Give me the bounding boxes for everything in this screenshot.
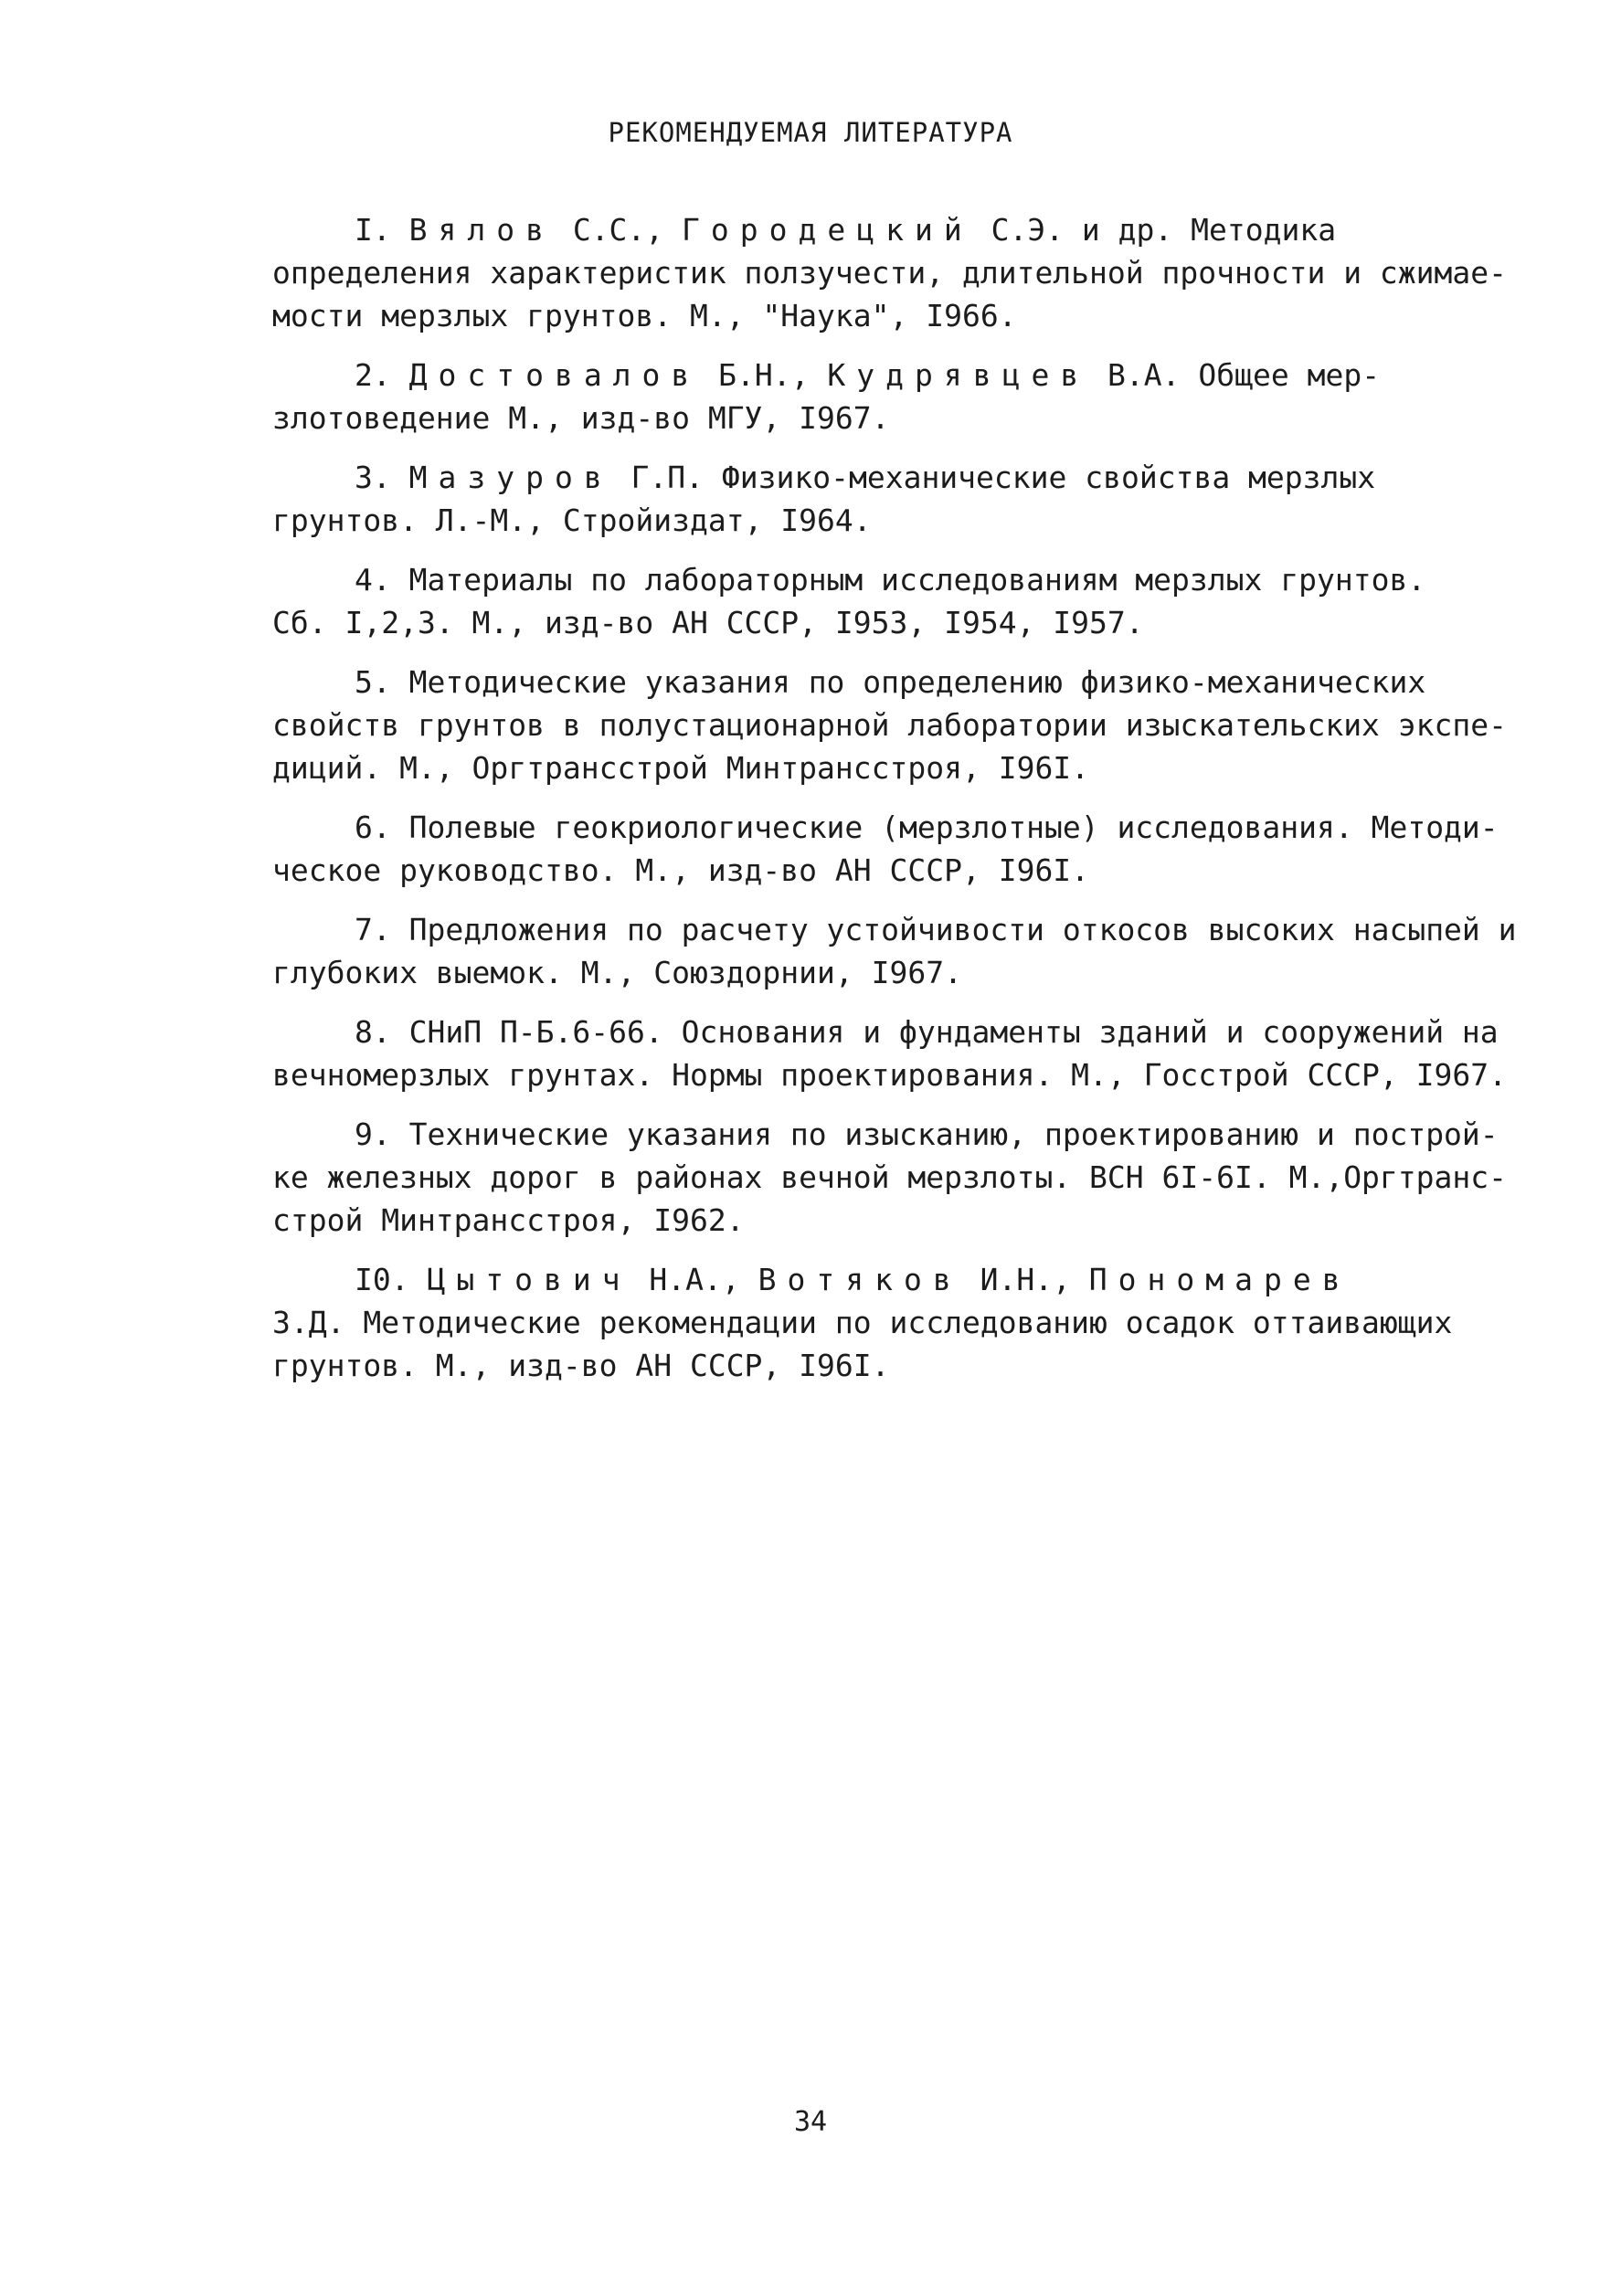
reference-text: Сб. I,2,3. М., изд-во АН СССР, I953, I954, I957.	[272, 605, 1144, 640]
author-name-spaced: Пономарев	[1088, 1262, 1351, 1297]
reference-item	[272, 354, 1488, 439]
reference-text: С.Э. и др. Методика	[972, 212, 1337, 248]
reference-text: И.Н.,	[961, 1262, 1089, 1297]
reference-line	[272, 456, 1488, 499]
reference-list	[272, 208, 1517, 1403]
reference-text: Б.Н.,	[700, 357, 828, 393]
reference-line	[272, 1258, 1488, 1301]
reference-text: 4. Материалы по лабораторным исследованиям мерзлых грунтов.	[355, 562, 1426, 598]
reference-text: Н.А.,	[630, 1262, 758, 1297]
author-name-spaced: Городецкий	[682, 212, 973, 248]
reference-text: определения характеристик ползучести, длительной прочности и сжимае-	[272, 255, 1508, 291]
reference-text: строй Минтрансстроя, I962.	[272, 1202, 745, 1238]
reference-item	[272, 456, 1488, 542]
reference-text: грунтов. Л.-М., Стройиздат, I964.	[272, 503, 872, 538]
reference-text: злотоведение М., изд-во МГУ, I967.	[272, 400, 890, 436]
reference-line	[272, 208, 1488, 251]
reference-line	[272, 746, 1488, 789]
reference-item	[272, 806, 1499, 892]
reference-line	[272, 1113, 1499, 1156]
reference-item	[272, 208, 1508, 337]
reference-line	[272, 294, 1488, 337]
author-name-spaced: Мазуров	[408, 460, 613, 495]
reference-line	[272, 558, 1488, 601]
page-title: РЕКОМЕНДУЕМАЯ ЛИТЕРАТУРА	[608, 117, 1013, 148]
reference-line	[272, 1199, 1488, 1242]
reference-text: ке железных дорог в районах вечной мерзлоты. ВСН 6I-6I. М.,Оргтранс-	[272, 1159, 1508, 1195]
reference-item	[272, 1010, 1508, 1096]
reference-item	[272, 661, 1508, 789]
author-name-spaced: Кудрявцев	[827, 357, 1090, 393]
author-name-spaced: Достовалов	[408, 357, 701, 393]
reference-line	[272, 1010, 1499, 1053]
page-number: 34	[793, 2106, 828, 2138]
reference-line	[272, 661, 1488, 704]
reference-line	[272, 1053, 1508, 1096]
reference-text: ческое руководство. М., изд-во АН СССР, I96I.	[272, 852, 1090, 888]
reference-text: 9. Технические указания по изысканию, проектированию и построй-	[355, 1116, 1499, 1152]
reference-line	[272, 951, 1488, 994]
reference-text: глубоких выемок. М., Союздорнии, I967.	[272, 955, 962, 990]
reference-text: I.	[355, 212, 409, 248]
reference-text: вечномерзлых грунтах. Нормы проектирования. М., Госстрой СССР, I967.	[272, 1057, 1508, 1093]
reference-text: мости мерзлых грунтов. М., "Наука", I966.	[272, 298, 1017, 333]
reference-text: свойств грунтов в полустационарной лаборатории изыскательских экспе-	[272, 707, 1508, 743]
reference-line	[272, 397, 1488, 439]
reference-line	[272, 1344, 1488, 1387]
reference-line	[272, 1156, 1508, 1199]
reference-text: В.А. Общее мер-	[1089, 357, 1381, 393]
reference-text: диций. М., Оргтрансстрой Минтрансстроя, I96I.	[272, 750, 1090, 786]
reference-item	[272, 558, 1488, 644]
reference-text: I0.	[355, 1262, 428, 1297]
reference-line	[272, 601, 1488, 644]
reference-text: 5. Методические указания по определению физико-механических	[355, 664, 1426, 700]
author-name-spaced: Вотяков	[758, 1262, 962, 1297]
reference-text: 3.	[355, 460, 409, 495]
author-name-spaced: Вялов	[408, 212, 555, 248]
reference-line	[272, 354, 1488, 397]
reference-line	[272, 849, 1488, 892]
reference-item	[272, 1113, 1508, 1242]
reference-line	[272, 908, 1517, 951]
author-name-spaced: Цытович	[427, 1262, 631, 1297]
reference-line	[272, 1301, 1488, 1344]
reference-text: З.Д. Методические рекомендации по исследованию осадок оттаивающих	[272, 1305, 1453, 1340]
reference-item	[272, 908, 1517, 994]
reference-text: грунтов. М., изд-во АН СССР, I96I.	[272, 1348, 890, 1383]
reference-line	[272, 704, 1508, 746]
reference-text: 8. СНиП П-Б.6-66. Основания и фундаменты зданий и сооружений на	[355, 1014, 1499, 1050]
reference-text: 2.	[355, 357, 409, 393]
reference-text: С.С.,	[554, 212, 683, 248]
reference-line	[272, 499, 1488, 542]
reference-text: 6. Полевые геокриологические (мерзлотные) исследования. Методи-	[355, 809, 1499, 845]
reference-item	[272, 1258, 1488, 1387]
reference-line	[272, 251, 1508, 294]
reference-text: 7. Предложения по расчету устойчивости откосов высоких насыпей и	[355, 912, 1517, 947]
reference-text: Г.П. Физико-механические свойства мерзлых	[612, 460, 1376, 495]
reference-line	[272, 806, 1499, 849]
